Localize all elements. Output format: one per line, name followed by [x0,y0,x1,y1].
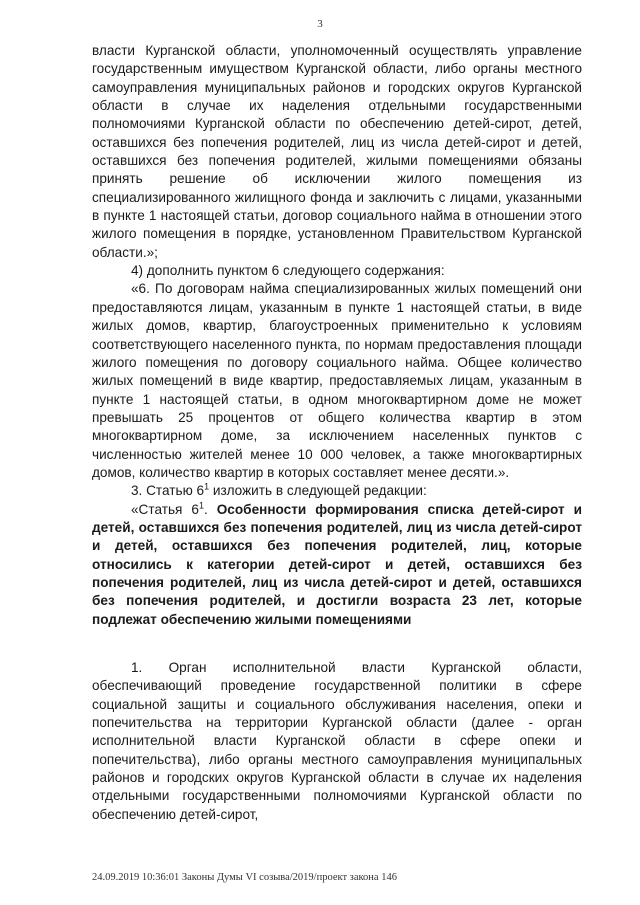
article-superscript: 1 [198,500,204,511]
document-body [92,42,582,824]
article-label: «Статья 6 [131,501,199,517]
paragraph-item-3 [92,482,582,500]
paragraph-item-4: 4) дополнить пунктом 6 следующего содержания: [131,263,445,279]
paragraph-continuation: власти Курганской области, уполномоченный осуществлять управление государственным имуществом Курганской области, либо органы местного самоуправления муниципальных районов и городских округов Курганской области в случае их наделения отдельными государственными полномочиями Курганской области по обеспечению детей-сирот, детей, оставшихся без попечения родителей, лиц из числа детей-сирот и детей, оставшихся без попечения родителей, жилыми помещениями обязаны принять решение об исключении жилого помещения из специализированного жилищного фонда и заключить с лицами, указанными в пункте 1 настоящей статьи, договор социального найма в отношении этого жилого помещения в порядке, установленном Правительством Курганской области.»; [92,43,582,260]
article-title: Особенности формирования списка детей-сирот и детей, оставшихся без попечения родителей, лиц из числа детей-сирот и детей, оставшихся без попечения родителей, лиц, которые относились к категории детей-сирот и детей, оставшихся без попечения родителей, лиц из числа детей-сирот и детей, оставшихся без попечения родителей, и достигли возраста 23 лет, которые подлежат обеспечению жилыми помещениями [92,501,582,627]
page-number: 3 [317,18,323,30]
section-spacer [92,629,582,659]
item-3-text-end: изложить в следующей редакции: [209,483,427,499]
item-3-superscript: 1 [204,481,210,492]
article-label-dot: . [203,501,208,517]
item-3-text-start: 3. Статью 6 [131,483,205,499]
paragraph-article-point-1: 1. Орган исполнительной власти Курганской области, обеспечивающий проведение государственной политики в сфере социальной защиты и социального обслуживания населения, опеки и попечительства на территории Курганской области (далее - орган исполнительной власти Курганской области в сфере опеки и попечительства), либо органы местного самоуправления муниципальных районов и городских округов Курганской области в случае их наделения отдельными государственными полномочиями Курганской области по обеспечению детей-сирот, [92,660,582,822]
article-heading [92,501,582,629]
document-footer: 24.09.2019 10:36:01 Законы Думы VI созыва/2019/проект закона 146 [92,872,397,883]
paragraph-point-6: «6. По договорам найма специализированных жилых помещений они предоставляются лицам, указанным в пункте 1 настоящей статьи, в виде жилых домов, квартир, благоустроенных применительно к условиям соответствующего населенного пункта, по нормам предоставления площади жилого помещения по договору социального найма. Общее количество жилых помещений в виде квартир, предоставляемых лицам, указанным в пункте 1 настоящей статьи, в одном многоквартирном доме не может превышать 25 процентов от общего количества квартир в этом многоквартирном доме, за исключением населенных пунктов с численностью жителей менее 10 000 человек, а также многоквартирных домов, количество квартир в которых составляет менее десяти.». [92,281,582,480]
